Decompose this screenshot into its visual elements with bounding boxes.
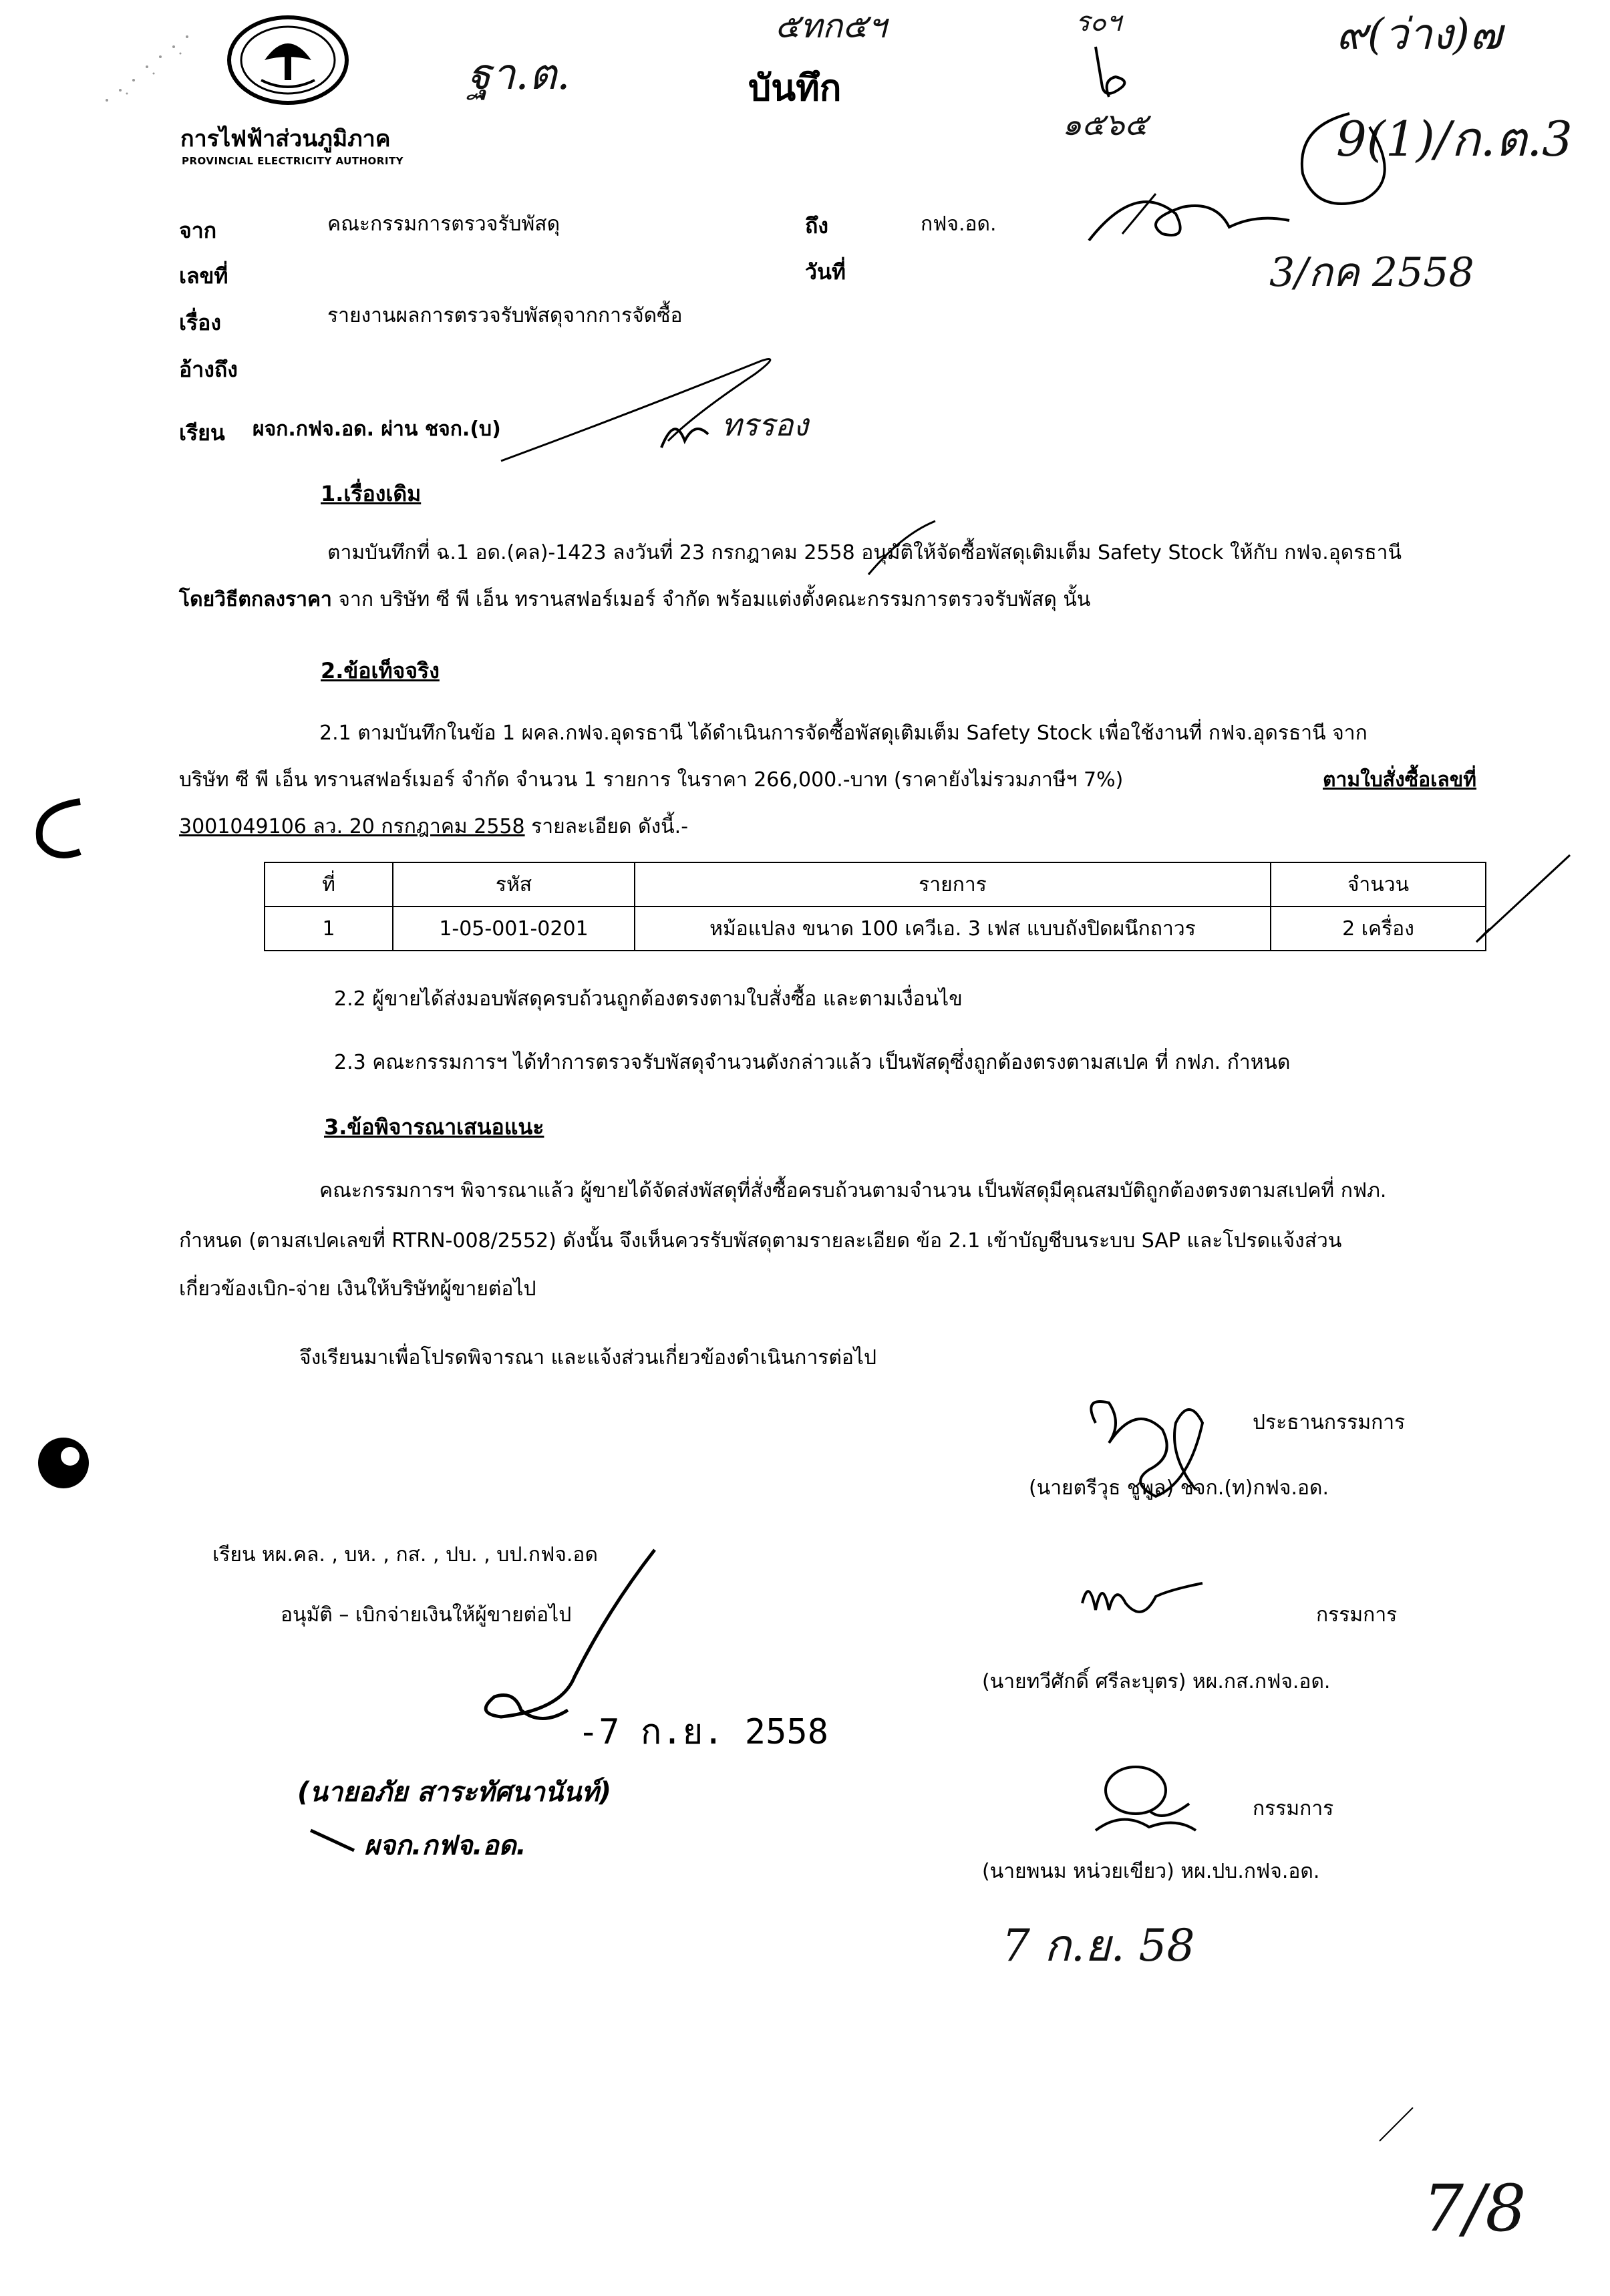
member-1-role: กรรมการ	[1316, 1603, 1398, 1627]
dear-label: เรียน	[179, 420, 225, 446]
strike-mark	[862, 514, 942, 581]
approver-position: ผจก.กฟจ.อด.	[364, 1830, 526, 1861]
signature-member-1	[1076, 1570, 1209, 1643]
dear-value: ผจก.กฟจ.อด. ผ่าน ชจก.(บ)	[253, 418, 501, 441]
doc-title: บันทึก	[748, 67, 842, 109]
from-value: คณะกรรมการตรวจรับพัสดุ	[327, 212, 560, 236]
ref-loop	[1289, 87, 1410, 220]
approval-to: เรียน หผ.คล. , บห. , กส. , ปบ. , บป.กฟจ.อด	[212, 1543, 598, 1567]
arrow-mark	[307, 1824, 367, 1857]
approval-text: อนุมัติ – เบิกจ่ายเงินให้ผู้ขายต่อไป	[281, 1603, 572, 1627]
date-label: วันที่	[805, 259, 846, 285]
table-cell-no: 1	[265, 907, 393, 951]
to-value: กฟจ.อด.	[921, 212, 997, 236]
table-header-no: ที่	[265, 862, 393, 907]
handwriting-top-1: ฐา.ต.	[468, 50, 571, 100]
section-3-line-2: กำหนด (ตามสเปคเลขที่ RTRN-008/2552) ดังนั้น จึงเห็นควรรับพัสดุตามรายละเอียด ข้อ 2.1 เข้าบัญชีบนระบบ SAP และโปรดแจ้งส่วน	[179, 1229, 1342, 1253]
table-header-row	[265, 862, 1486, 907]
no-label: เลขที่	[179, 263, 228, 289]
to-label: ถึง	[805, 213, 828, 238]
section-3-line-3: เกี่ยวข้องเบิก-จ่าย เงินให้บริษัทผู้ขายต่อไป	[179, 1277, 536, 1301]
stamp-date: 3/กค 2558	[1269, 249, 1474, 296]
handwriting-top-2: ๕ทก๕ฯ	[775, 7, 887, 45]
punch-hole-top	[27, 788, 87, 862]
table-header-code: รหัส	[393, 862, 635, 907]
section-1-line-2	[179, 588, 1090, 612]
section-2-2: 2.2 ผู้ขายได้ส่งมอบพัสดุครบถ้วนถูกต้องตรงตามใบสั่งซื้อ และตามเงื่อนไข	[334, 987, 963, 1011]
dear-signature-text: ทรรอง	[721, 407, 808, 443]
member-2-name: (นายพนม หน่วยเขียว) หผ.ปบ.กฟจ.อด.	[982, 1860, 1320, 1883]
org-name-en: PROVINCIAL ELECTRICITY AUTHORITY	[182, 155, 404, 167]
purchase-order-label: ตามใบสั่งซื้อเลขที่	[1323, 768, 1477, 792]
procurement-method: โดยวิธีตกลงราคา	[179, 588, 332, 611]
pea-logo	[224, 13, 351, 107]
subject-label: เรื่อง	[179, 310, 221, 335]
section-3-title: 3.ข้อพิจารณาเสนอแนะ	[324, 1114, 544, 1140]
approval-date: -7 ก.ย. 2558	[578, 1712, 829, 1752]
section-2-1-line-3-rest: รายละเอียด ดังนี้.-	[524, 815, 689, 838]
chair-name: (นายตรีวุธ ชูพูล) ชจก.(ท)กฟจ.อด.	[1029, 1476, 1329, 1500]
section-1-title: 1.เรื่องเดิม	[321, 481, 422, 506]
handwriting-top-4: ๑๕๖๕	[1062, 106, 1148, 142]
signature-receiver	[1082, 167, 1296, 267]
section-1-line-2-rest: จาก บริษัท ซี พี เอ็น ทรานสฟอร์เมอร์ จำกัด พร้อมแต่งตั้งคณะกรรมการตรวจรับพัสดุ นั้น	[331, 588, 1091, 611]
items-table	[264, 862, 1486, 951]
section-2-1-line-2	[179, 768, 1123, 792]
punch-hole-bottom	[33, 1430, 94, 1496]
final-date: 7 ก.ย. 58	[1002, 1920, 1195, 1971]
approver-name: (นายอภัย สาระทัศนานันท์)	[297, 1777, 612, 1808]
section-3-line-1: คณะกรรมการฯ พิจารณาแล้ว ผู้ขายได้จัดส่งพัสดุที่สั่งซื้อครบถ้วนตามจำนวน เป็นพัสดุมีคุณสมบัติถูกต้องตรงตามสเปคที่ กฟภ.	[319, 1179, 1387, 1202]
chair-role: ประธานกรรมการ	[1253, 1411, 1406, 1434]
table-header-item: รายการ	[635, 862, 1271, 907]
table-cell-item: หม้อแปลง ขนาด 100 เควีเอ. 3 เฟส แบบถังปิดผนึกถาวร	[635, 907, 1271, 951]
subject-value: รายงานผลการตรวจรับพัสดุจากการจัดซื้อ	[327, 304, 683, 327]
org-name-th: การไฟฟ้าส่วนภูมิภาค	[180, 126, 391, 152]
purchase-order-number: 3001049106 ลว. 20 กรกฎาคม 2558	[179, 815, 525, 838]
section-2-3: 2.3 คณะกรรมการฯ ได้ทำการตรวจรับพัสดุจำนวนดังกล่าวแล้ว เป็นพัสดุซึ่งถูกต้องตรงตามสเปค ที่ กฟภ. กำหนด	[334, 1051, 1291, 1074]
section-2-title: 2.ข้อเท็จจริง	[321, 658, 440, 683]
scan-dots	[94, 27, 214, 120]
member-1-name: (นายทวีศักดิ์ ศรีละบุตร) หผ.กส.กฟจ.อด.	[982, 1670, 1331, 1693]
section-1-line-1: ตามบันทึกที่ ฉ.1 อด.(คล)-1423 ลงวันที่ 23 กรกฎาคม 2558 อนุมัติให้จัดซื้อพัสดุเติมเต็ม Safety Stock ให้กับ กฟจ.อุดรธานี	[327, 541, 1402, 564]
section-2-1-line-3	[179, 815, 688, 839]
signature-member-2	[1082, 1764, 1216, 1837]
table-header-qty: จำนวน	[1271, 862, 1486, 907]
check-mark	[1470, 848, 1577, 955]
page-tick	[1376, 2104, 1416, 2144]
handwriting-top-3: ร๐ฯ	[1076, 7, 1122, 37]
from-label: จาก	[179, 218, 217, 243]
table-cell-code: 1-05-001-0201	[393, 907, 635, 951]
section-2-1-line-1: 2.1 ตามบันทึกในข้อ 1 ผคล.กฟจ.อุดรธานี ได้ดำเนินการจัดซื้อพัสดุเติมเต็ม Safety Stock เพื่อใช้งานที่ กฟจ.อุดรธานี จาก	[319, 721, 1367, 745]
table-cell-qty: 2 เครื่อง	[1271, 907, 1486, 951]
handwriting-top-ref: 9(1)/ก.ต.3	[1336, 111, 1573, 167]
section-2-1-line-2-text: บริษัท ซี พี เอ็น ทรานสฟอร์เมอร์ จำกัด จำนวน 1 รายการ ในราคา 266,000.-บาท (ราคายังไม่รวมภาษีฯ 7%)	[179, 768, 1124, 792]
member-2-role: กรรมการ	[1253, 1797, 1334, 1820]
closing-text: จึงเรียนมาเพื่อโปรดพิจารณา และแจ้งส่วนเกี่ยวข้องดำเนินการต่อไป	[299, 1346, 877, 1369]
handwriting-top-date: ๙(ว่าง)๗	[1336, 10, 1502, 59]
page-number: 7/8	[1423, 2171, 1526, 2246]
table-row	[265, 907, 1486, 951]
ref-label: อ้างถึง	[179, 357, 238, 382]
initial-mark	[1082, 40, 1149, 107]
